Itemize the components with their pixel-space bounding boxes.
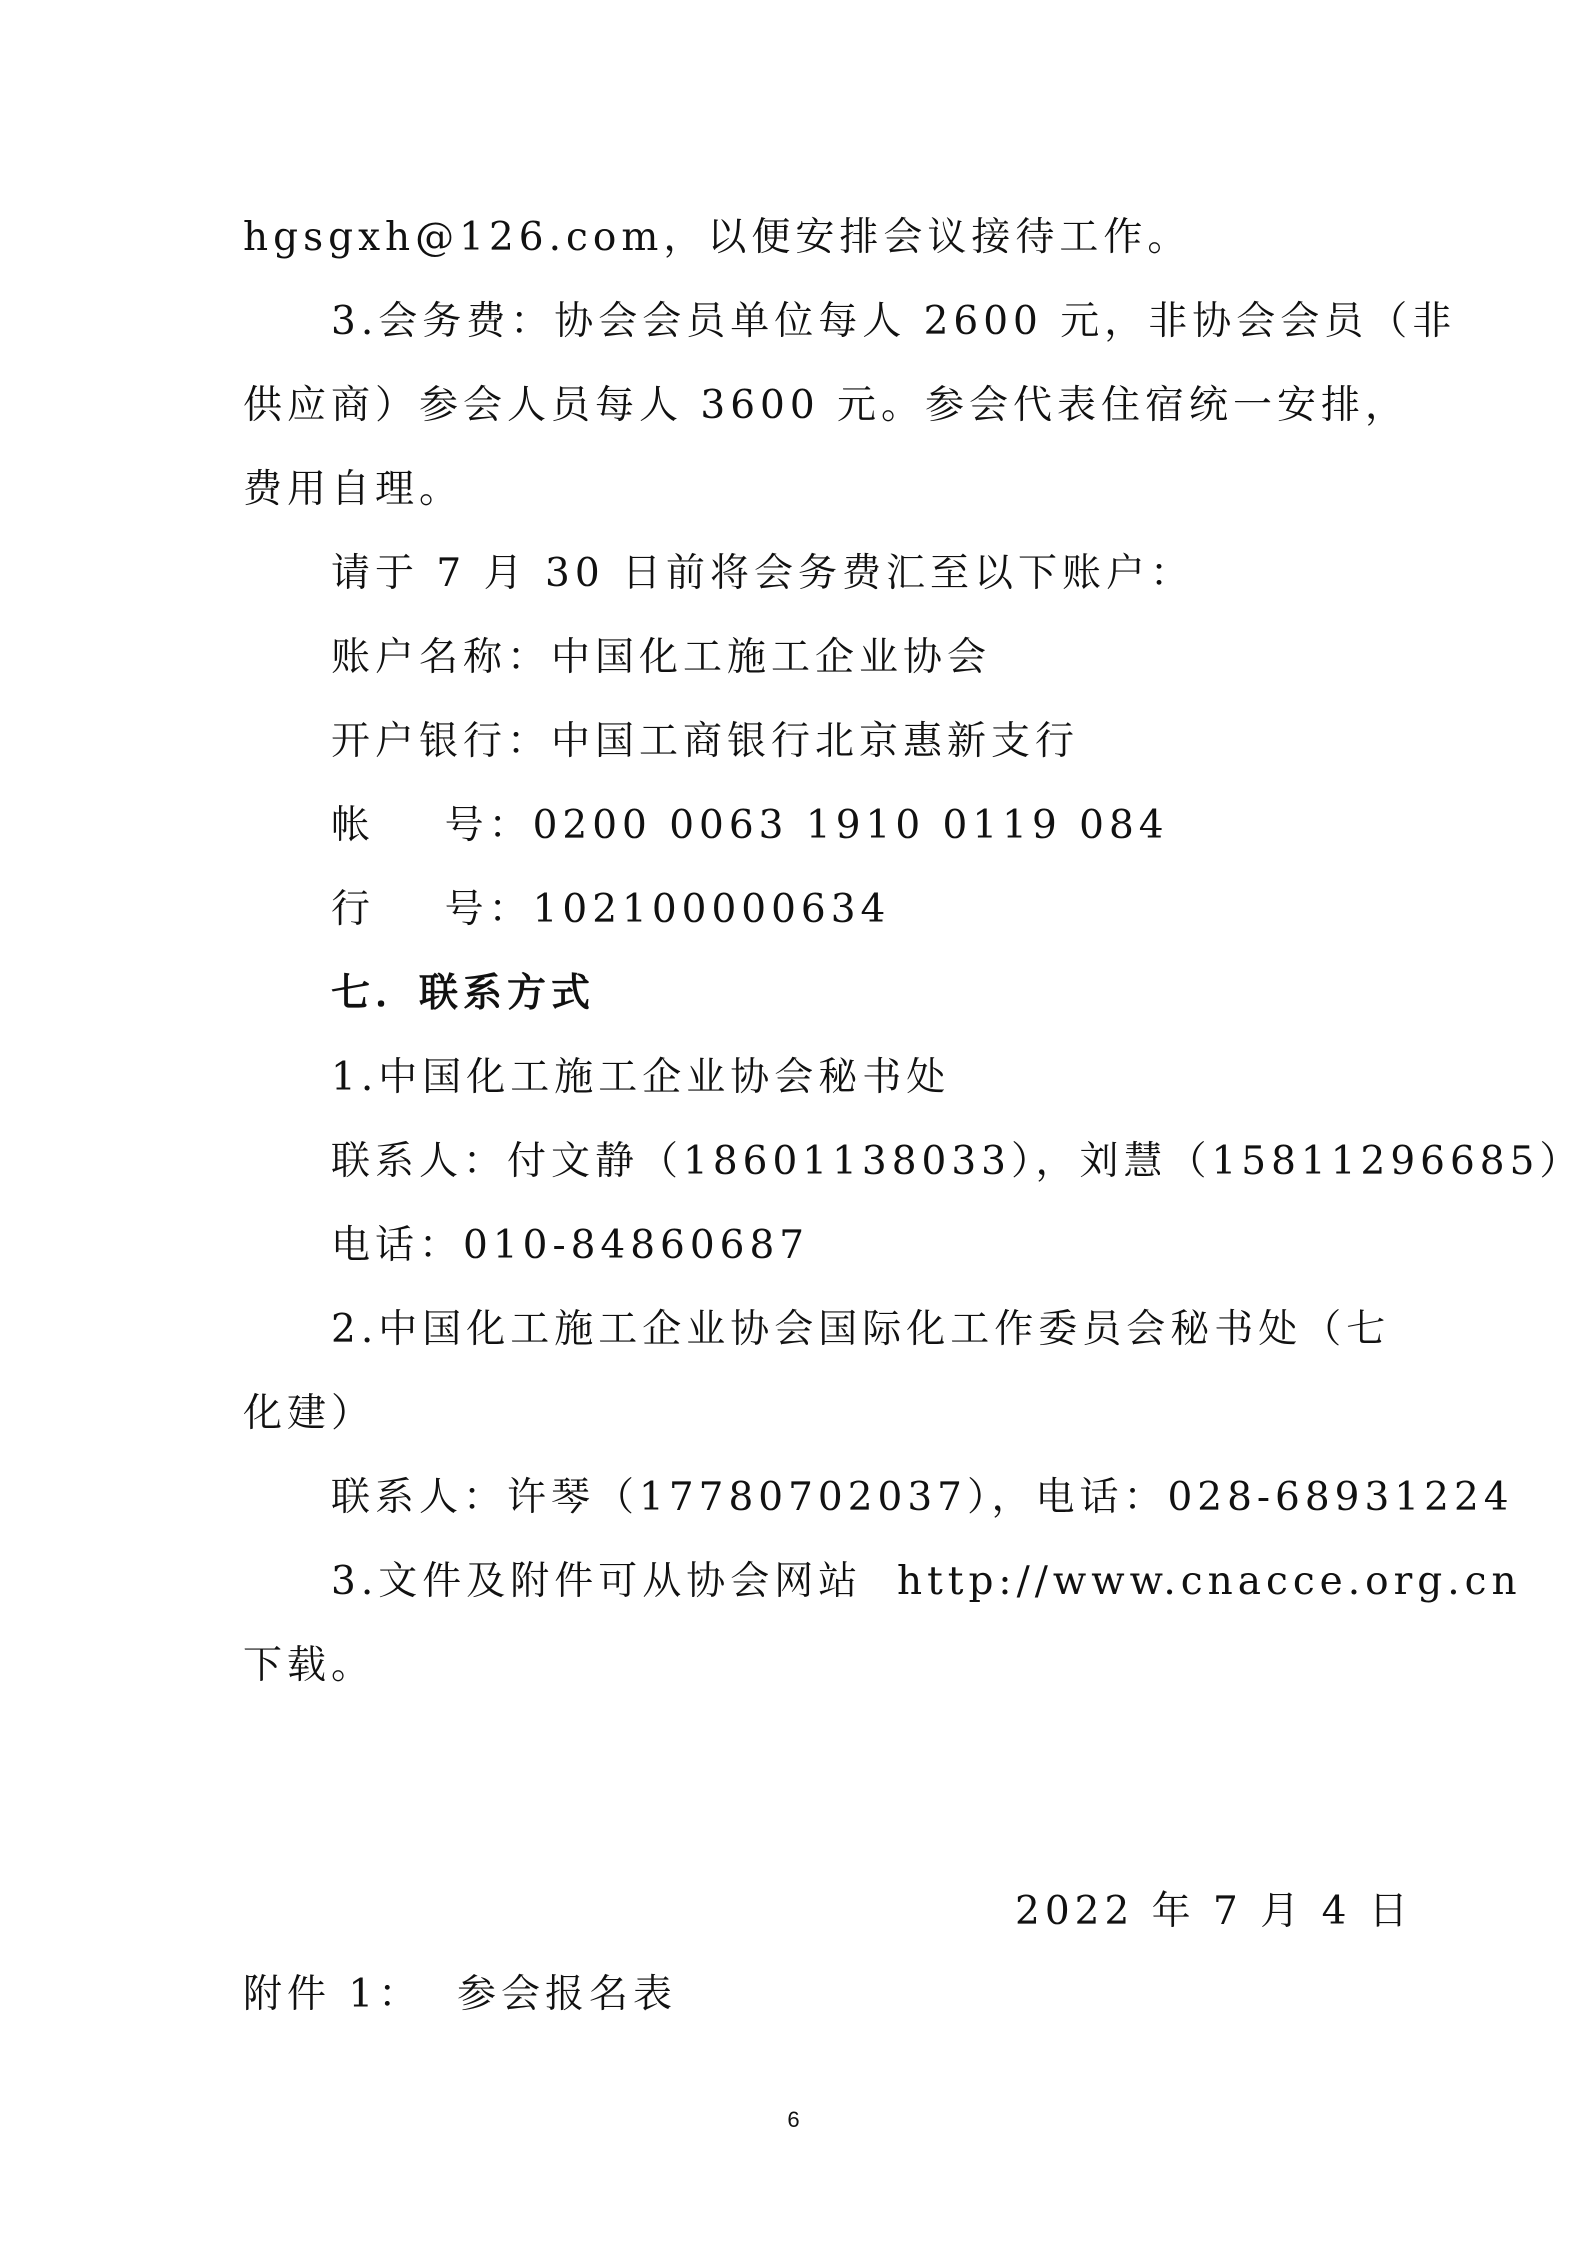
contact-persons-1: 联系人：付文静（18601138033），刘慧（15811296685）	[331, 1139, 1584, 1184]
contact-org-1: 1.中国化工施工企业协会秘书处	[331, 1055, 951, 1100]
section-heading-contact: 七．联系方式	[331, 970, 596, 1016]
document-date: 2022 年 7 月 4 日	[1015, 1889, 1413, 1934]
fee-paragraph-line-2: 供应商）参会人员每人 3600 元。参会代表住宿统一安排，	[243, 383, 1410, 428]
attachment-line: 附件 1： 参会报名表	[243, 1972, 678, 2017]
contact-org-2-line-1: 2.中国化工施工企业协会国际化工作委员会秘书处（七	[331, 1307, 1391, 1352]
website-line-2: 下载。	[243, 1643, 376, 1688]
email-line: hgsgxh@126.com，以便安排会议接待工作。	[243, 215, 1192, 260]
fee-paragraph-line-3: 费用自理。	[243, 467, 464, 512]
contact-org-2-line-2: 化建）	[243, 1391, 376, 1436]
contact-phone-1: 电话：010-84860687	[331, 1223, 810, 1268]
account-number: 帐 号：0200 0063 1910 0119 084	[331, 803, 1169, 848]
fee-paragraph-line-1: 3.会务费：协会会员单位每人 2600 元，非协会会员（非	[331, 299, 1457, 344]
page-number: 6	[787, 2107, 800, 2132]
bank-code: 行 号：102100000634	[331, 887, 891, 932]
bank-name: 开户银行：中国工商银行北京惠新支行	[331, 719, 1080, 764]
account-name: 账户名称：中国化工施工企业协会	[331, 635, 992, 680]
contact-persons-2: 联系人：许琴（17780702037），电话：028-68931224	[331, 1475, 1514, 1520]
website-line-1: 3.文件及附件可从协会网站 http://www.cnacce.org.cn	[331, 1559, 1522, 1604]
payment-deadline: 请于 7 月 30 日前将会务费汇至以下账户：	[331, 551, 1195, 596]
